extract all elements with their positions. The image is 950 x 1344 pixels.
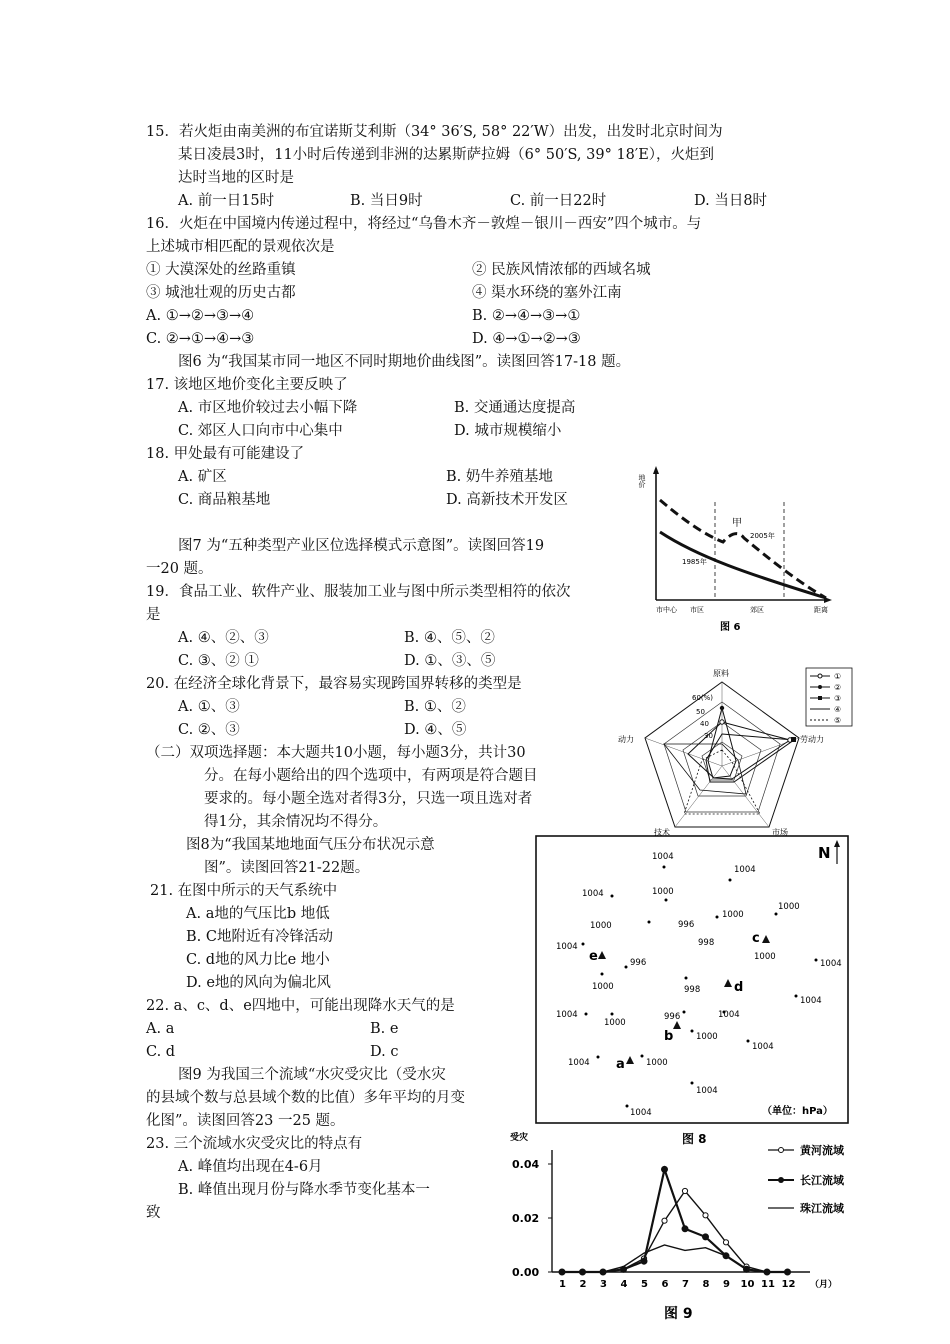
fig8-value: 1004: [556, 1010, 578, 1020]
fig6-label-2005: 2005年: [750, 532, 775, 540]
fig7-ring-label-30: 30: [704, 732, 713, 740]
fig7-axis-market: 市场: [772, 828, 788, 836]
fig7-axis-tech: 技术: [654, 828, 670, 836]
fig9-legend-marker-2: [778, 1177, 784, 1183]
q19-option-c: C. ③、② ①: [178, 653, 259, 669]
fig8-value: 1000: [778, 902, 800, 912]
q15-line3: 达时当地的区时是: [178, 170, 294, 186]
fig8-value: 1004: [734, 865, 756, 875]
fig9-xtick: 5: [641, 1279, 648, 1290]
fig7-legend-marker: [818, 696, 822, 700]
fig9-series-yangtze-point: [703, 1234, 709, 1240]
fig8-point-a: a: [616, 1057, 625, 1072]
fig7-axis-power: 动力: [618, 735, 634, 744]
q16-item-3: ③ 城池壮观的历史古都: [146, 285, 296, 301]
intro-17-18: 图6 为“我国某市同一地区不同时期地价曲线图”。读图回答17-18 题。: [178, 354, 631, 370]
fig9-series-yangtze-point: [682, 1226, 688, 1232]
fig6-curve-2005: [660, 500, 826, 598]
fig7-marker: [720, 720, 724, 724]
fig8-unit: （单位：hPa）: [762, 1106, 833, 1117]
fig7-series-3: [706, 734, 794, 782]
intro-23-25-line3: 化图”。读图回答23 一25 题。: [146, 1113, 345, 1129]
fig8-value: 1004: [582, 889, 604, 899]
q22-option-d: D. c: [370, 1044, 399, 1060]
fig8-point-b: b: [664, 1029, 674, 1044]
q22-option-a: A. a: [146, 1021, 175, 1037]
fig8-value: 1004: [718, 1010, 740, 1020]
intro-19-20-line2: 一20 题。: [146, 561, 213, 577]
fig8-value: 1004: [752, 1042, 774, 1052]
fig8-point-c: c: [752, 931, 760, 946]
figure-7-industry-radar: [618, 664, 854, 836]
fig9-legend-2: 长江流域: [800, 1174, 844, 1187]
q21-option-b: B. C地附近有冷锋活动: [186, 929, 333, 945]
fig9-xunit: （月）: [810, 1280, 838, 1290]
q15-option-d: D. 当日8时: [694, 193, 768, 209]
fig7-axis-labor: 劳动力: [800, 735, 824, 744]
fig8-north: N: [818, 844, 831, 862]
q15-line1: 15．若火炬由南美洲的布宜诺斯艾利斯（34° 36′S, 58° 22′W）出发，出发时北京时间为: [146, 124, 723, 140]
fig9-ytick: 0.04: [512, 1158, 540, 1171]
section2-line1: （二）双项选择题：本大题共10小题，每小题3分，共计30: [146, 745, 526, 761]
intro-21-22-line1: 图8为“我国某地地面气压分布状况示意: [186, 837, 435, 853]
fig6-xtick-urban: 市区: [690, 606, 704, 614]
fig7-legend-marker: [818, 685, 822, 689]
q17-option-a: A. 市区地价较过去小幅下降: [178, 400, 358, 416]
fig9-xtick: 9: [723, 1279, 730, 1290]
q16-option-b: B. ②→④→③→①: [472, 308, 581, 324]
fig8-frame: [536, 836, 848, 1123]
intro-21-22-line2: 图”。读图回答21-22题。: [204, 860, 370, 876]
intro-19-20-line1: 图7 为“五种类型产业区位选择模式示意图”。读图回答19: [178, 538, 545, 554]
fig8-caption: 图 8: [682, 1132, 707, 1146]
fig8-value: 1000: [722, 910, 744, 920]
q20-option-c: C. ②、③: [178, 722, 240, 738]
fig8-value: 996: [678, 920, 695, 930]
fig8-value: 1004: [556, 942, 578, 952]
fig7-marker: [791, 737, 796, 742]
q23-option-b-line2: 致: [146, 1205, 161, 1221]
fig6-ylabel: 地价: [638, 474, 646, 488]
fig7-marker: [720, 706, 724, 710]
fig7-ring-label-40: 40: [700, 720, 709, 728]
fig7-ring-label-50: 50: [696, 708, 705, 716]
fig8-value: 1004: [800, 996, 822, 1006]
fig9-series-yellow-point: [703, 1213, 708, 1218]
q20-option-d: D. ④、⑤: [404, 722, 467, 738]
q22-option-c: C. d: [146, 1044, 176, 1060]
fig8-value: 1000: [646, 1058, 668, 1068]
fig8-value: 1000: [696, 1032, 718, 1042]
fig8-value: 1000: [604, 1018, 626, 1028]
fig6-label-jia: 甲: [732, 518, 742, 529]
fig9-xtick: 7: [682, 1279, 689, 1290]
fig9-series-yangtze: [562, 1169, 788, 1272]
q23-stem: 23. 三个流域水灾受灾比的特点有: [146, 1136, 363, 1152]
fig6-y-arrow: [653, 466, 659, 474]
figure-9-flood-chart: [506, 1128, 866, 1342]
q19-option-a: A. ④、②、③: [178, 630, 269, 646]
fig8-value: 1000: [652, 887, 674, 897]
fig8-value: 998: [684, 985, 701, 995]
fig6-xtick-distance: 距离: [814, 606, 828, 614]
fig9-xtick: 4: [620, 1279, 628, 1290]
fig9-series-yellow-point: [723, 1240, 728, 1245]
fig9-caption: 图 9: [664, 1306, 693, 1322]
fig7-legend-1: ①: [834, 672, 842, 681]
q18-option-a: A. 矿区: [178, 469, 227, 485]
fig7-axis-material: 原料: [713, 669, 729, 678]
fig9-xtick: 11: [761, 1279, 775, 1290]
intro-23-25-line2: 的县域个数与总县域个数的比值）多年平均的月变: [146, 1090, 465, 1106]
fig8-value: 1004: [696, 1086, 718, 1096]
fig7-spoke: [675, 766, 722, 827]
q21-option-a: A. a地的气压比b 地低: [186, 906, 330, 922]
fig8-value: 1000: [754, 952, 776, 962]
q22-option-b: B. e: [370, 1021, 399, 1037]
fig6-caption: 图 6: [720, 622, 741, 633]
fig8-value: 1004: [568, 1058, 590, 1068]
q17-stem: 17. 该地区地价变化主要反映了: [146, 377, 348, 393]
q15-line2: 某日凌晨3时，11小时后传递到非洲的达累斯萨拉姆（6° 50′S, 39° 18′E），火炬到: [178, 147, 715, 163]
fig9-legend-1: 黄河流域: [800, 1144, 844, 1157]
figure-8-pressure-map: [534, 834, 854, 1150]
fig9-xtick: 8: [702, 1279, 710, 1290]
q16-item-4: ④ 渠水环绕的塞外江南: [472, 285, 622, 301]
q19-option-d: D. ①、③、⑤: [404, 653, 496, 669]
section2-line2: 分。在每小题给出的四个选项中，有两项是符合题目: [204, 768, 538, 784]
q17-option-c: C. 郊区人口向市中心集中: [178, 423, 343, 439]
q17-option-d: D. 城市规模缩小: [454, 423, 562, 439]
q16-item-1: ① 大漠深处的丝路重镇: [146, 262, 296, 278]
q22-stem: 22. a、c、d、e四地中，可能出现降水天气的是: [146, 998, 455, 1014]
fig8-value: 998: [698, 938, 715, 948]
q16-line1: 16．火炬在中国境内传递过程中，将经过“乌鲁木齐－敦煌－银川－西安”四个城市。与: [146, 216, 702, 232]
q15-option-b: B. 当日9时: [350, 193, 423, 209]
fig8-point-d: d: [734, 980, 744, 995]
fig8-value: 1004: [652, 852, 674, 862]
q17-option-b: B. 交通通达度提高: [454, 400, 576, 416]
fig8-value: 996: [664, 1012, 681, 1022]
q16-option-d: D. ④→①→②→③: [472, 331, 581, 347]
q15-option-c: C. 前一日22时: [510, 193, 607, 209]
fig8-point-e: e: [589, 949, 598, 964]
fig9-series-yellow-point: [662, 1218, 667, 1223]
fig9-ylabel: 受灾: [510, 1133, 529, 1143]
fig6-xtick-center: 市中心: [656, 606, 677, 614]
fig7-series-1: [688, 722, 790, 779]
q23-option-a: A. 峰值均出现在4-6月: [178, 1159, 323, 1175]
q16-line2: 上述城市相匹配的景观依次是: [146, 239, 335, 255]
q18-option-c: C. 商品粮基地: [178, 492, 271, 508]
fig9-legend-3: 珠江流域: [800, 1202, 844, 1215]
fig7-legend-2: ②: [834, 683, 842, 692]
section2-line3: 要求的。每小题全选对者得3分，只选一项且选对者: [204, 791, 533, 807]
q15-option-a: A. 前一日15时: [178, 193, 275, 209]
fig7-spoke: [722, 766, 769, 827]
fig9-xtick: 6: [661, 1279, 669, 1290]
fig9-xtick: 3: [600, 1279, 607, 1290]
fig9-ytick: 0.00: [512, 1266, 540, 1279]
q18-option-d: D. 高新技术开发区: [446, 492, 568, 508]
q16-option-a: A. ①→②→③→④: [146, 308, 255, 324]
fig9-series-yangtze-point: [662, 1166, 668, 1172]
q19-line1: 19．食品工业、软件产业、服装加工业与图中所示类型相符的依次: [146, 584, 571, 600]
fig8-value: 996: [630, 958, 647, 968]
q21-option-c: C. d地的风力比e 地小: [186, 952, 330, 968]
q19-option-b: B. ④、⑤、②: [404, 630, 495, 646]
fig7-legend-3: ③: [834, 694, 842, 703]
fig6-label-1985: 1985年: [682, 558, 707, 566]
q20-option-a: A. ①、③: [178, 699, 240, 715]
q18-option-b: B. 奶牛养殖基地: [446, 469, 553, 485]
figure-6-land-price: [638, 462, 838, 640]
q19-line2: 是: [146, 607, 161, 623]
q18-stem: 18. 甲处最有可能建设了: [146, 446, 305, 462]
fig7-ring-label-60: 60(%): [692, 694, 714, 702]
fig9-series-yangtze-point: [641, 1258, 647, 1264]
q23-option-b-line1: B. 峰值出现月份与降水季节变化基本一: [178, 1182, 430, 1198]
fig9-series-yellow-point: [682, 1188, 687, 1193]
q16-item-2: ② 民族风情浓郁的西域名城: [472, 262, 651, 278]
fig9-xtick: 2: [579, 1279, 587, 1290]
q16-option-c: C. ②→①→④→③: [146, 331, 255, 347]
fig9-xtick: 1: [559, 1279, 566, 1290]
fig8-value: 1004: [820, 959, 842, 969]
fig7-legend-4: ④: [834, 705, 842, 714]
fig9-series-yellow: [562, 1191, 788, 1272]
fig7-legend-box: [806, 668, 852, 726]
q21-stem: 21. 在图中所示的天气系统中: [150, 883, 338, 899]
fig8-value: 1004: [630, 1108, 652, 1118]
fig9-xtick: 10: [740, 1279, 755, 1290]
q20-stem: 20. 在经济全球化背景下，最容易实现跨国界转移的类型是: [146, 676, 522, 692]
fig9-legend-marker-1: [779, 1148, 784, 1153]
fig8-value: 1000: [590, 921, 612, 931]
q21-option-d: D. e地的风向为偏北风: [186, 975, 331, 991]
q20-option-b: B. ①、②: [404, 699, 466, 715]
fig9-ytick: 0.02: [512, 1212, 540, 1225]
fig6-xtick-suburb: 郊区: [750, 606, 764, 614]
fig8-value: 1000: [592, 982, 614, 992]
section2-line4: 得1分，其余情况均不得分。: [204, 814, 388, 830]
fig7-legend-5: ⑤: [834, 716, 842, 725]
intro-23-25-line1: 图9 为我国三个流域“水灾受灾比（受水灾: [178, 1067, 446, 1083]
fig9-xtick: 12: [781, 1279, 796, 1290]
fig7-legend-marker: [818, 674, 822, 678]
